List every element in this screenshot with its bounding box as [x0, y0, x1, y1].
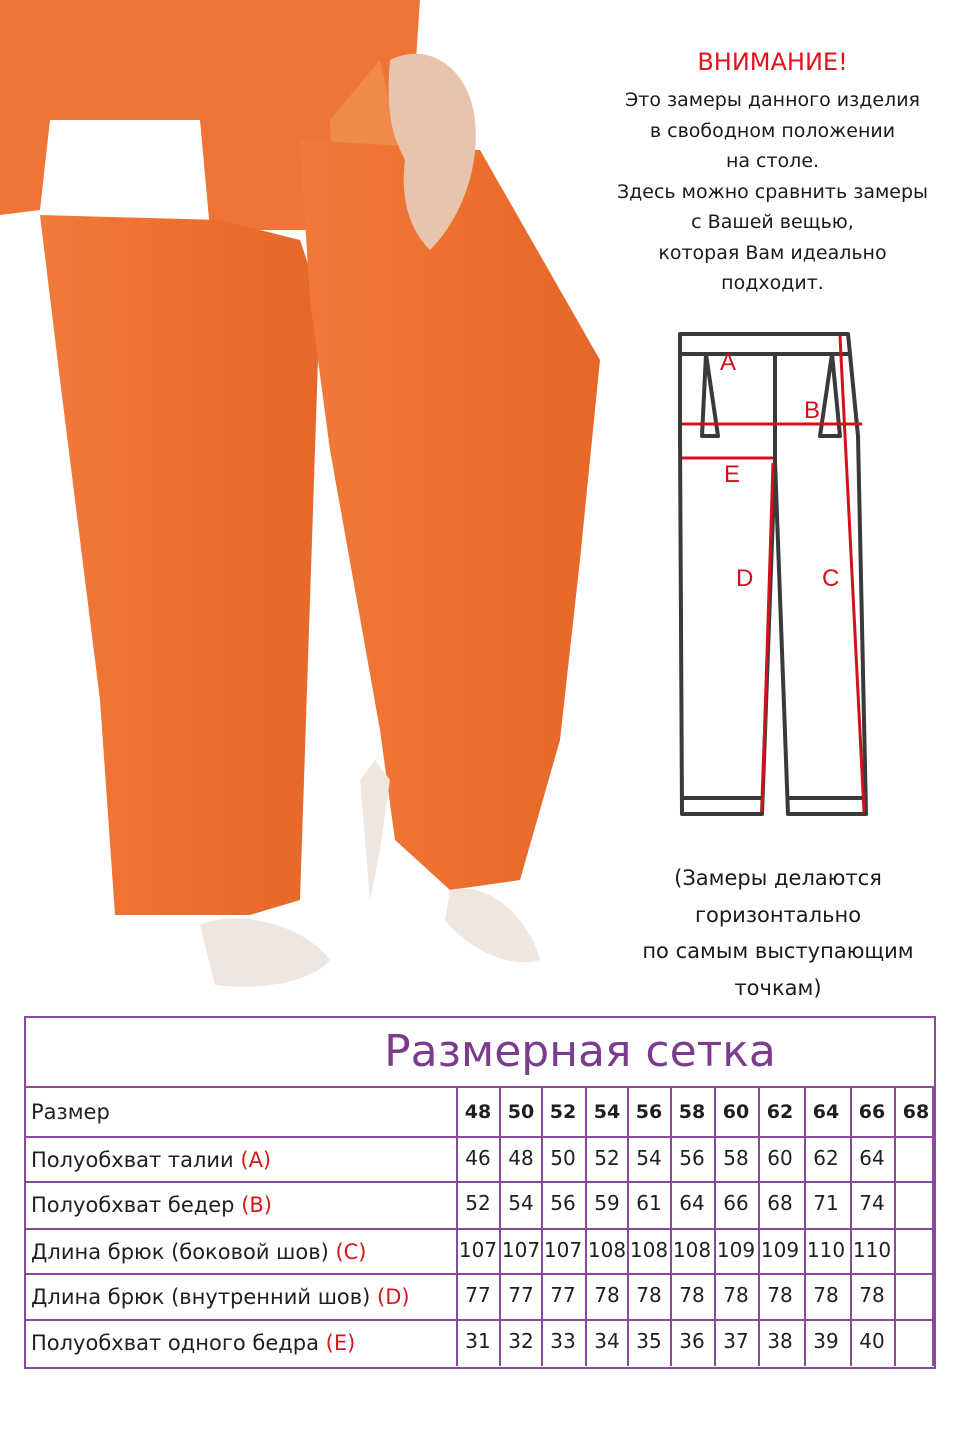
table-cell: 37 [723, 1329, 749, 1353]
table-column-divider [894, 1086, 896, 1366]
measurement-name: Полуобхват бедер [31, 1193, 242, 1217]
warning-line: Здесь можно сравнить замеры [616, 180, 929, 203]
warning-line: Это замеры данного изделия [625, 89, 920, 111]
size-header-cell: 64 [812, 1101, 840, 1123]
table-cell: 36 [679, 1329, 705, 1353]
table-cell: 62 [813, 1146, 839, 1170]
table-cell: 77 [550, 1283, 576, 1307]
note-line: горизонтально [694, 902, 862, 927]
diagram-label-a: A [720, 349, 737, 376]
table-cell: 77 [465, 1283, 491, 1307]
table-cell: 108 [587, 1238, 627, 1262]
measurement-code: (E) [325, 1331, 356, 1355]
table-cell: 52 [465, 1191, 491, 1215]
table-cell: 78 [679, 1283, 705, 1307]
size-header-cell: 54 [593, 1101, 621, 1123]
measurement-code: (A) [240, 1148, 272, 1172]
note-line: (Замеры делаются [674, 866, 882, 890]
table-cell: 52 [594, 1146, 620, 1170]
table-cell: 35 [636, 1329, 662, 1353]
table-cell: 48 [508, 1146, 534, 1170]
warning-line: в свободном положении [649, 119, 896, 142]
warning-line: на столе. [725, 150, 820, 172]
table-cell: 107 [458, 1238, 498, 1262]
size-header-cell: 66 [858, 1101, 886, 1123]
table-cell: 77 [508, 1283, 534, 1307]
table-cell: 108 [629, 1238, 669, 1262]
table-column-divider [714, 1086, 716, 1366]
product-photo [0, 0, 620, 1000]
size-header-cell: 68 [902, 1101, 930, 1123]
size-header-cell: 58 [678, 1101, 706, 1123]
measurement-label [31, 1240, 367, 1264]
table-cell: 31 [465, 1329, 491, 1353]
table-cell: 107 [501, 1238, 541, 1262]
table-column-divider [932, 1086, 934, 1366]
table-cell: 78 [767, 1283, 793, 1307]
measurement-name: Длина брюк (внутренний шов) [31, 1285, 378, 1309]
table-cell: 74 [859, 1191, 885, 1215]
measurement-note [608, 860, 948, 1006]
table-title: Размерная сетка [384, 1026, 776, 1077]
table-cell: 109 [760, 1238, 800, 1262]
note-line: по самым выступающим [642, 939, 914, 963]
warning-line: которая Вам идеально [658, 241, 887, 264]
table-row-divider [26, 1181, 934, 1183]
table-cell: 61 [636, 1191, 662, 1215]
table-cell: 58 [723, 1146, 749, 1170]
table-cell: 78 [813, 1283, 839, 1307]
size-header-cell: 56 [635, 1101, 663, 1123]
measurement-name: Полуобхват талии [31, 1148, 241, 1172]
table-cell: 38 [767, 1329, 793, 1353]
table-cell: 50 [550, 1146, 576, 1170]
diagram-label-e: E [724, 461, 741, 488]
table-row-divider [26, 1273, 934, 1275]
size-table [24, 1016, 936, 1369]
warning-text [600, 85, 945, 299]
size-header-cell: 50 [507, 1101, 535, 1123]
table-row-divider [26, 1228, 934, 1230]
measurement-label [31, 1331, 355, 1355]
table-cell: 107 [543, 1238, 583, 1262]
table-row-divider [26, 1319, 934, 1321]
measurement-label [31, 1285, 410, 1309]
table-cell: 71 [813, 1191, 839, 1215]
table-column-divider [627, 1086, 629, 1366]
diagram-label-b: B [804, 397, 821, 424]
measurement-code: (D) [377, 1285, 410, 1309]
size-header-cell: 62 [766, 1101, 794, 1123]
table-cell: 56 [550, 1191, 576, 1215]
table-cell: 39 [813, 1329, 839, 1353]
measurement-label [31, 1148, 271, 1172]
table-column-divider [585, 1086, 587, 1366]
table-cell: 40 [859, 1329, 885, 1353]
table-cell: 110 [852, 1238, 892, 1262]
table-cell: 59 [594, 1191, 620, 1215]
table-cell: 64 [859, 1146, 885, 1170]
warning-line: подходит. [721, 272, 824, 294]
table-cell: 78 [859, 1283, 885, 1307]
table-cell: 54 [636, 1146, 662, 1170]
table-cell: 110 [806, 1238, 846, 1262]
table-cell: 108 [672, 1238, 712, 1262]
table-cell: 78 [723, 1283, 749, 1307]
measurement-label [31, 1193, 272, 1217]
table-column-divider [758, 1086, 760, 1366]
table-column-divider [804, 1086, 806, 1366]
measurement-name: Длина брюк (боковой шов) [31, 1240, 336, 1264]
measurement-name: Полуобхват одного бедра [31, 1331, 326, 1355]
table-cell: 64 [679, 1191, 705, 1215]
size-header-cell: 52 [549, 1101, 577, 1123]
table-column-divider [670, 1086, 672, 1366]
table-cell: 109 [716, 1238, 756, 1262]
measurement-code: (C) [335, 1240, 367, 1264]
warning-title: ВНИМАНИЕ! [697, 48, 848, 76]
measurement-code: (B) [241, 1193, 272, 1217]
table-row-divider [26, 1086, 934, 1088]
table-cell: 56 [679, 1146, 705, 1170]
size-header-cell: 48 [464, 1101, 492, 1123]
table-cell: 66 [723, 1191, 749, 1215]
warning-line: с Вашей вещью, [691, 211, 854, 233]
table-row-divider [26, 1136, 934, 1138]
table-column-divider [499, 1086, 501, 1366]
table-column-divider [456, 1086, 458, 1366]
table-cell: 78 [636, 1283, 662, 1307]
table-cell: 32 [508, 1329, 534, 1353]
table-cell: 78 [594, 1283, 620, 1307]
pants-measurement-diagram [670, 326, 880, 821]
diagram-label-d: D [736, 565, 754, 592]
table-cell: 33 [550, 1329, 576, 1353]
table-column-divider [850, 1086, 852, 1366]
note-line: точкам) [734, 975, 822, 1000]
diagram-label-c: C [822, 565, 840, 592]
table-cell: 54 [508, 1191, 534, 1215]
size-header-cell: 60 [722, 1101, 750, 1123]
table-cell: 60 [767, 1146, 793, 1170]
table-cell: 68 [767, 1191, 793, 1215]
table-cell: 46 [465, 1146, 491, 1170]
size-header-label: Размер [31, 1100, 110, 1124]
table-column-divider [541, 1086, 543, 1366]
table-cell: 34 [594, 1329, 620, 1353]
